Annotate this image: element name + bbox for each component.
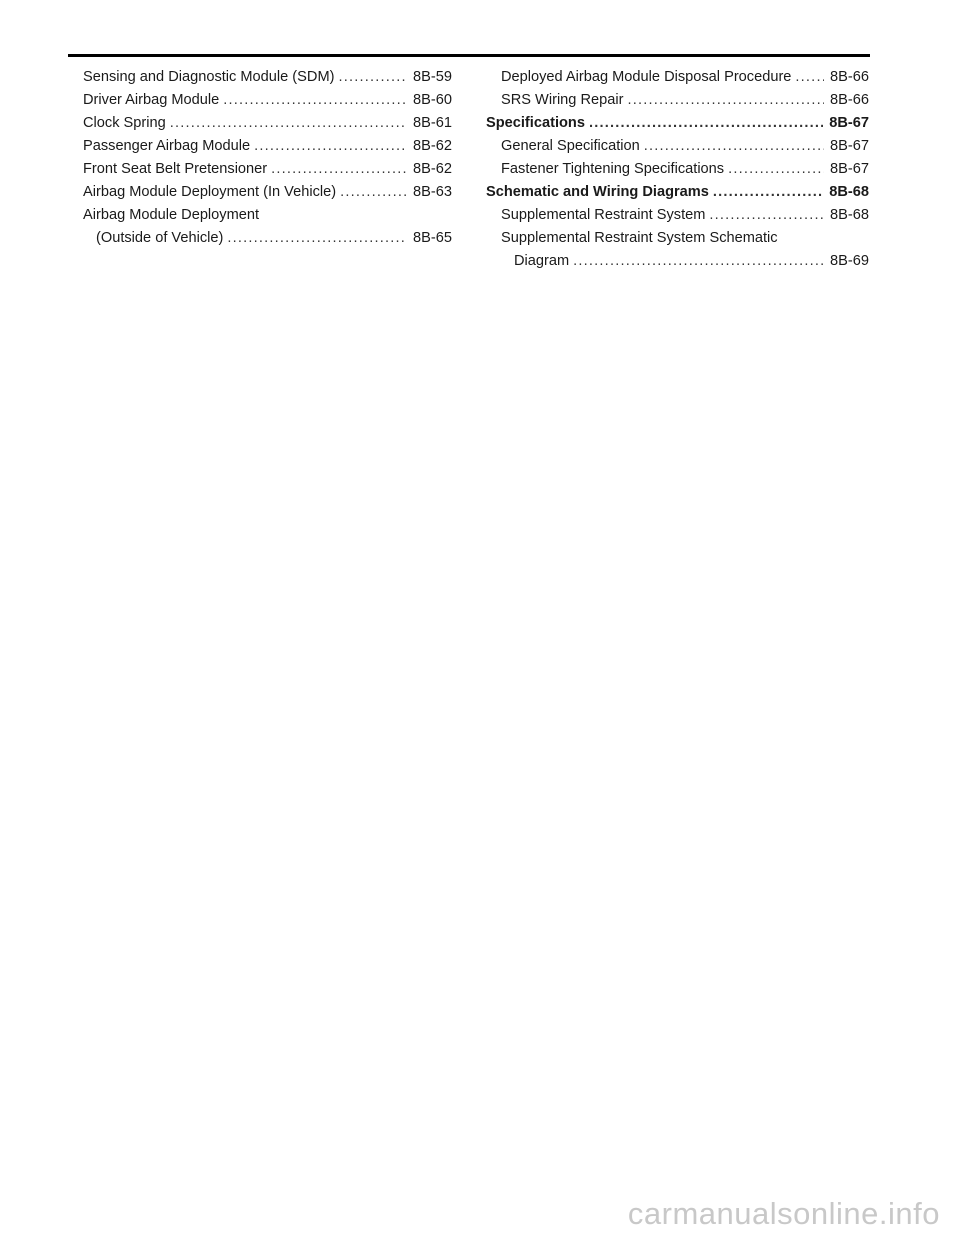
toc-entry[interactable]: [83, 89, 452, 112]
toc-entry-label: Airbag Module Deployment: [83, 207, 260, 223]
toc-entry-label-continued: Diagram: [514, 253, 570, 269]
toc-entry-label: Schematic and Wiring Diagrams: [486, 184, 709, 200]
toc-entry-page: 8B-67: [830, 161, 869, 177]
toc-entry[interactable]: [486, 158, 869, 181]
toc-entry-page: 8B-68: [830, 207, 869, 223]
toc-leader-dots: [340, 181, 407, 204]
toc-entry[interactable]: [83, 112, 452, 135]
toc-entry-label: Supplemental Restraint System: [501, 207, 706, 223]
toc-entry[interactable]: [486, 204, 869, 227]
toc-entry-page: 8B-65: [413, 230, 452, 246]
toc-leader-dots: [254, 135, 407, 158]
toc-leader-dots: [713, 181, 823, 204]
toc-entry-label: Passenger Airbag Module: [83, 138, 251, 154]
toc-leader-dots: [227, 227, 407, 250]
toc-entry-label: General Specification: [501, 138, 640, 154]
toc-entry-label: Specifications: [486, 115, 585, 131]
toc-leader-dots: [170, 112, 407, 135]
toc-entry-label: SRS Wiring Repair: [501, 92, 624, 108]
toc-entry-page: 8B-63: [413, 184, 452, 200]
toc-entry-page: 8B-59: [413, 69, 452, 85]
toc-entry-label: Deployed Airbag Module Disposal Procedure: [501, 69, 792, 85]
toc-entry[interactable]: [83, 181, 452, 204]
toc-leader-dots: [728, 158, 824, 181]
toc-leader-dots: [589, 112, 823, 135]
toc-entry-label: Driver Airbag Module: [83, 92, 220, 108]
watermark-text: carmanualsonline.info: [627, 1196, 940, 1231]
toc-leader-dots: [573, 250, 824, 273]
toc-entry-page: 8B-62: [413, 161, 452, 177]
toc-entry[interactable]: [83, 158, 452, 181]
toc-entry-page: 8B-67: [829, 115, 869, 131]
toc-leader-dots: [795, 66, 824, 89]
toc-entry-label: Front Seat Belt Pretensioner: [83, 161, 268, 177]
toc-right-column: [486, 66, 869, 273]
toc-entry[interactable]: [486, 66, 869, 89]
toc-leader-dots: [271, 158, 407, 181]
toc-entry[interactable]: [83, 66, 452, 89]
toc-section-heading[interactable]: [486, 181, 869, 204]
toc-entry-label: Fastener Tightening Specifications: [501, 161, 725, 177]
toc-entry-page: 8B-61: [413, 115, 452, 131]
toc-entry-label: Airbag Module Deployment (In Vehicle): [83, 184, 337, 200]
toc-leader-dots: [627, 89, 824, 112]
toc-entry-label-continued: (Outside of Vehicle): [96, 230, 224, 246]
toc-entry[interactable]: [486, 135, 869, 158]
toc-entry-label: Clock Spring: [83, 115, 166, 131]
toc-entry[interactable]: [83, 204, 452, 250]
toc-leader-dots: [338, 66, 407, 89]
toc-entry-label: Supplemental Restraint System Schematic: [501, 230, 778, 246]
toc-entry-page: 8B-60: [413, 92, 452, 108]
toc-entry-page: 8B-62: [413, 138, 452, 154]
toc-leader-dots: [223, 89, 407, 112]
toc-section-heading[interactable]: [486, 112, 869, 135]
top-rule: [68, 54, 870, 57]
toc-entry[interactable]: [486, 227, 869, 273]
toc-left-column: [83, 66, 452, 250]
toc-entry[interactable]: [486, 89, 869, 112]
toc-entry[interactable]: [83, 135, 452, 158]
toc-leader-dots: [709, 204, 824, 227]
toc-entry-page: 8B-69: [830, 253, 869, 269]
toc-entry-page: 8B-66: [830, 69, 869, 85]
toc-entry-label: Sensing and Diagnostic Module (SDM): [83, 69, 335, 85]
toc-entry-page: 8B-67: [830, 138, 869, 154]
toc-entry-page: 8B-66: [830, 92, 869, 108]
toc-entry-page: 8B-68: [829, 184, 869, 200]
toc-leader-dots: [644, 135, 824, 158]
